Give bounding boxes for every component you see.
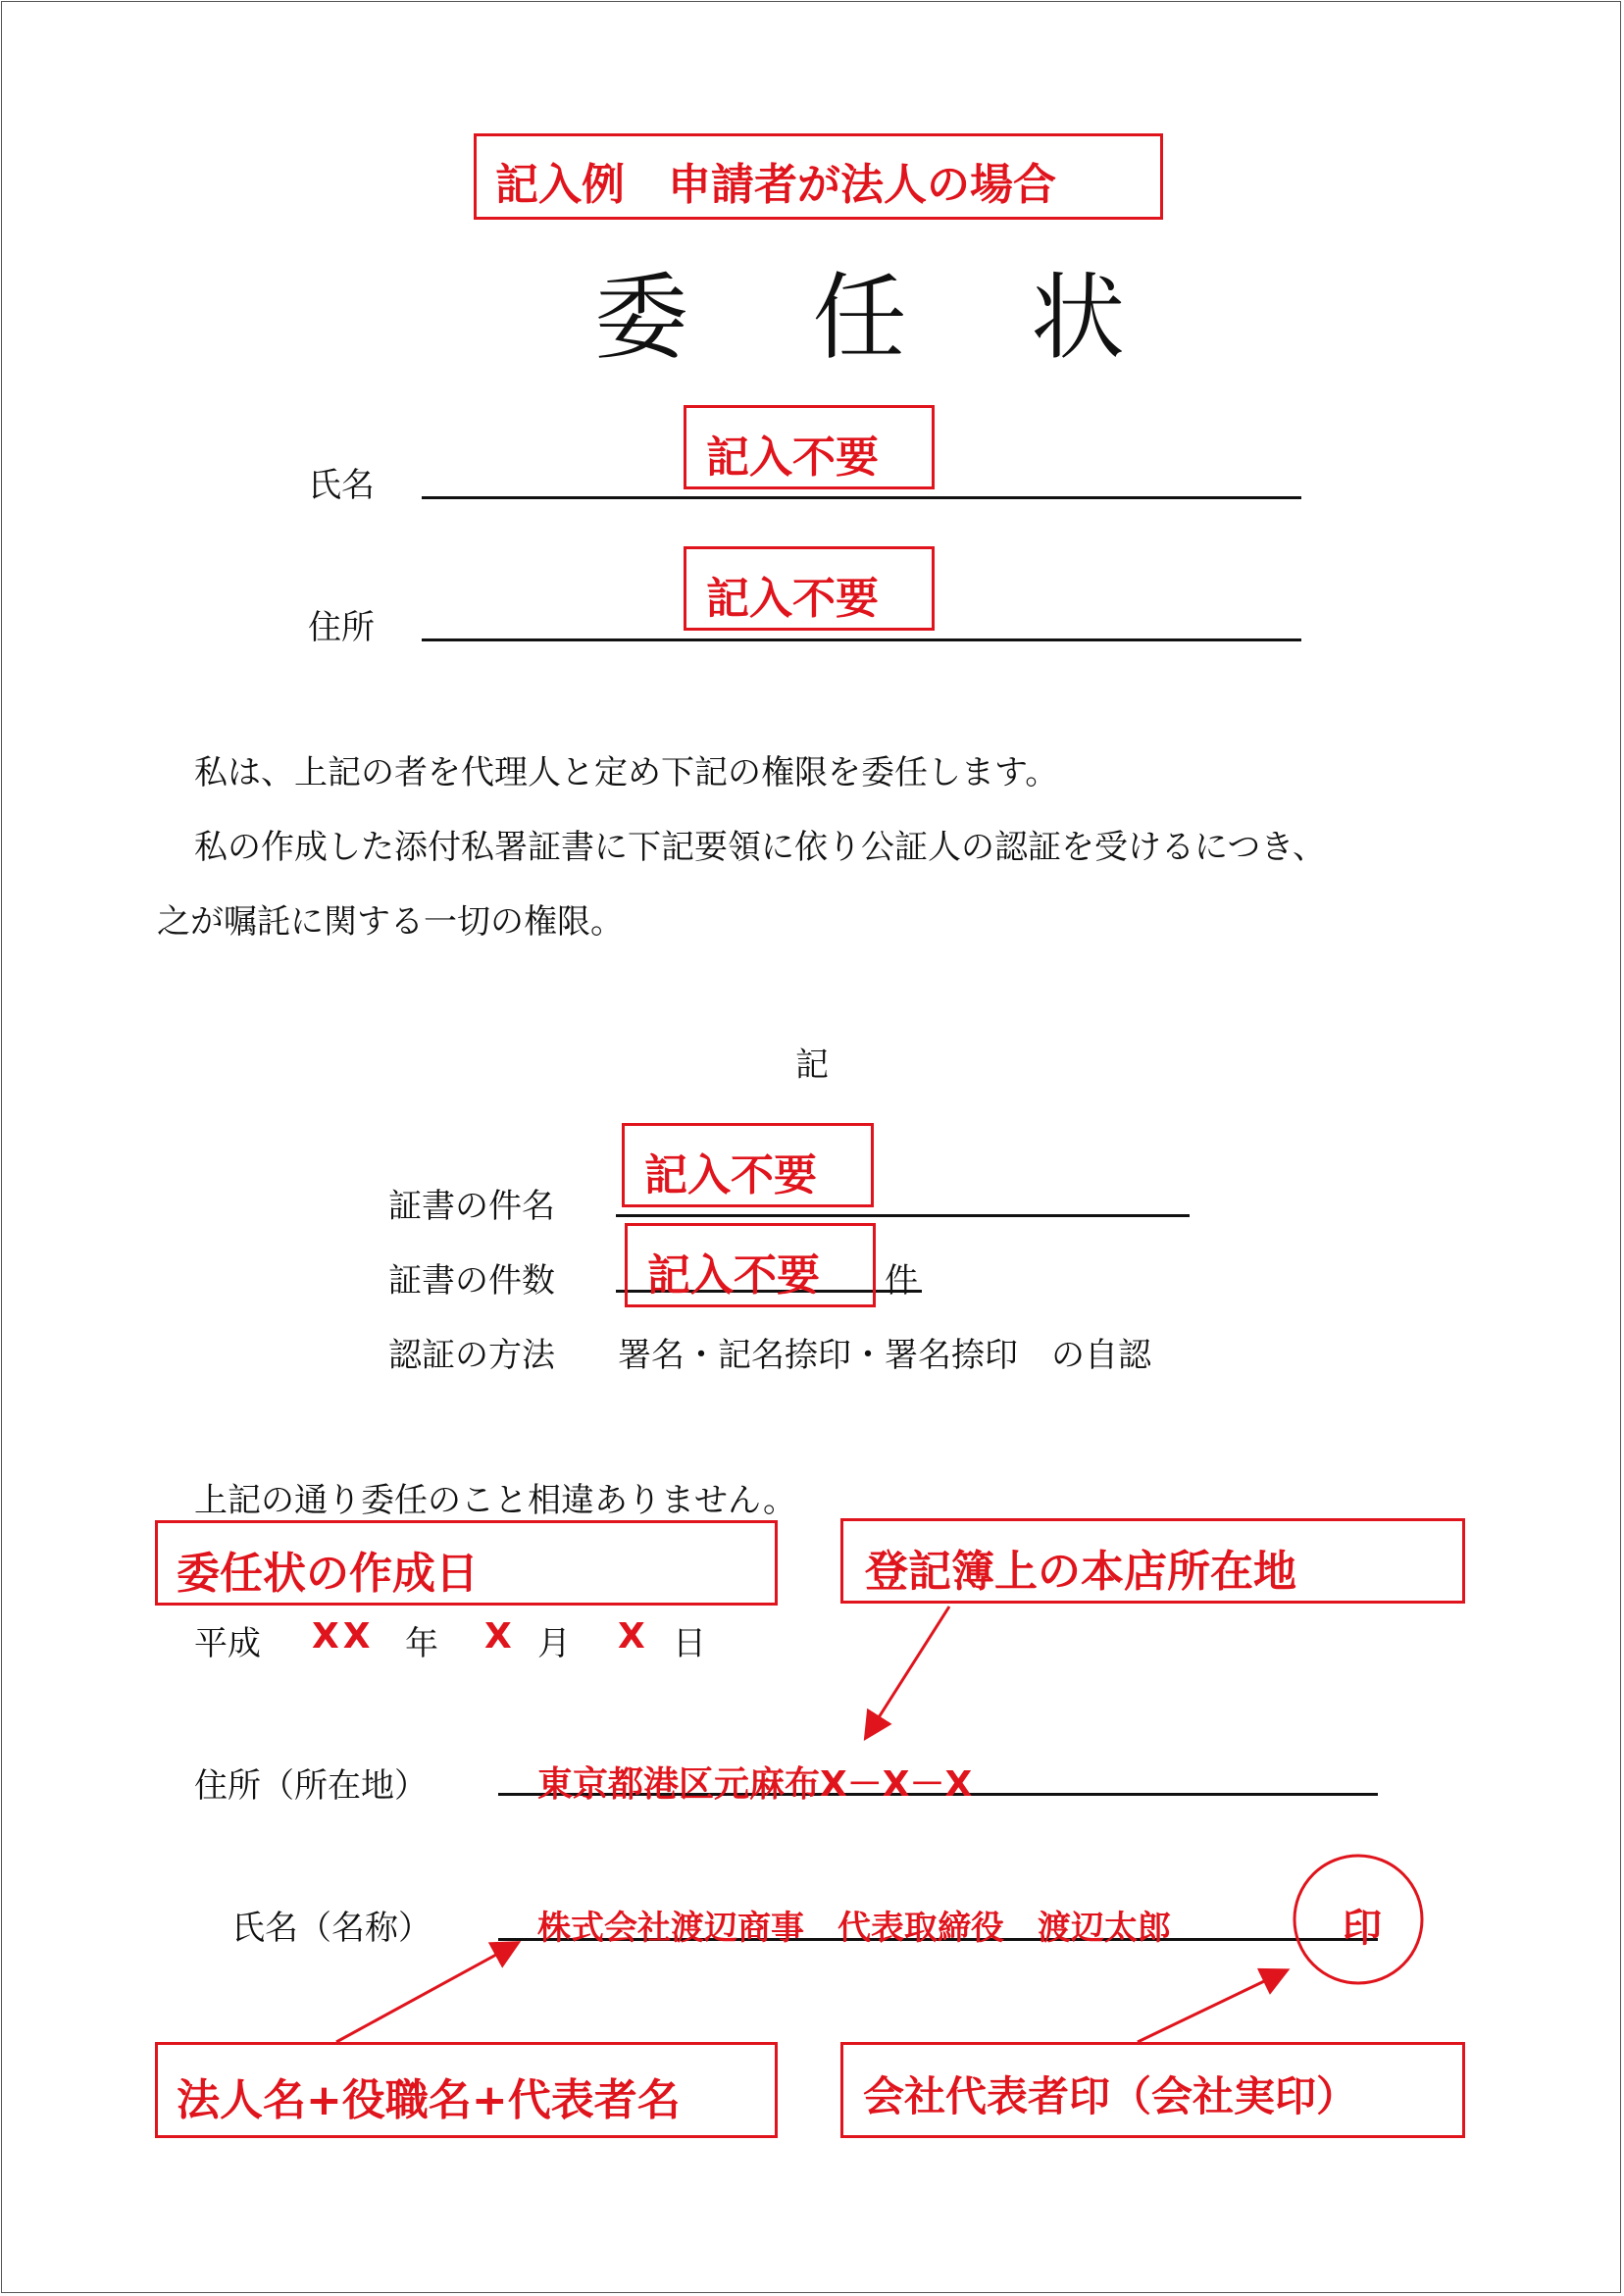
- body-line-1: 私は、上記の者を代理人と定め下記の権限を委任します。: [194, 753, 1059, 792]
- address-note-arrow: [867, 1607, 949, 1736]
- auth-method-label: 認証の方法: [388, 1336, 555, 1375]
- date-note: 委任状の作成日: [177, 1549, 479, 1599]
- document-title: 委 任 状: [594, 263, 1173, 373]
- name-note: 法人名+役職名+代表者名: [177, 2075, 681, 2125]
- doc-count-unit: 件: [885, 1261, 918, 1301]
- date-month-unit: 月: [537, 1624, 571, 1663]
- auth-method-value: 署名・記名捺印・署名捺印 の自認: [618, 1336, 1151, 1375]
- seal-circle: [1294, 1856, 1422, 1983]
- doc-count-note: 記入不要: [647, 1250, 820, 1301]
- seal-mark: 印: [1343, 1906, 1382, 1951]
- date-month-value: X: [484, 1616, 512, 1657]
- body-line-2: 私の作成した添付私署証書に下記要領に依り公証人の認証を受けるにつき、: [194, 828, 1326, 867]
- agent-address-label: 住所: [308, 608, 375, 647]
- record-heading: 記: [795, 1046, 829, 1085]
- confirmation-text: 上記の通り委任のこと相違ありません。: [194, 1481, 797, 1520]
- body-line-3: 之が嘱託に関する一切の権限。: [157, 902, 624, 942]
- date-day-unit: 日: [673, 1624, 706, 1663]
- doc-title-label: 証書の件名: [388, 1187, 555, 1226]
- date-year-value: XX: [312, 1616, 375, 1657]
- agent-name-note: 記入不要: [706, 433, 879, 483]
- agent-address-note: 記入不要: [706, 574, 879, 624]
- example-label: 記入例 申請者が法人の場合: [495, 160, 1056, 210]
- doc-title-note: 記入不要: [644, 1150, 817, 1200]
- seal-note-arrow: [1138, 1971, 1285, 2042]
- principal-name-label: 氏名（名称）: [231, 1909, 431, 1948]
- seal-note: 会社代表者印（会社実印）: [863, 2072, 1358, 2120]
- address-note: 登記簿上の本店所在地: [865, 1547, 1296, 1597]
- principal-address-label: 住所（所在地）: [194, 1766, 428, 1806]
- date-era: 平成: [194, 1624, 261, 1663]
- principal-address-value: 東京都港区元麻布X－X－X: [537, 1764, 973, 1805]
- date-year-unit: 年: [405, 1624, 438, 1663]
- name-note-arrow: [336, 1944, 516, 2042]
- agent-name-label: 氏名: [308, 466, 375, 505]
- date-day-value: X: [618, 1616, 645, 1657]
- doc-count-label: 証書の件数: [388, 1261, 555, 1301]
- principal-name-value: 株式会社渡辺商事 代表取締役 渡辺太郎: [537, 1909, 1171, 1948]
